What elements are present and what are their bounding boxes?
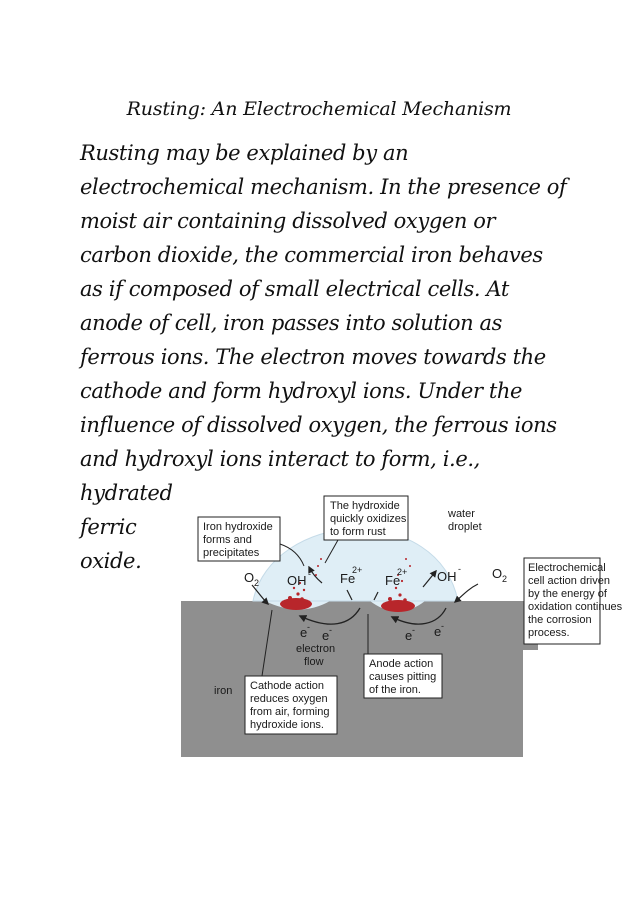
oh-right-superscript: - — [458, 564, 461, 574]
electrochemical-box-line: process. — [528, 627, 570, 639]
o2-right-label: O — [492, 566, 503, 581]
fe-right-superscript: 2+ — [397, 567, 408, 577]
page-title: Rusting: An Electrochemical Mechanism — [126, 98, 512, 120]
iron-hydroxide-box-line: forms and — [203, 534, 252, 546]
iron-hydroxide-box-line: Iron hydroxide — [203, 521, 273, 533]
water-droplet-label: water — [448, 508, 475, 520]
electron-superscript: - — [307, 622, 310, 632]
arrow-o2-right — [455, 584, 478, 602]
paragraph-line: ferric — [80, 515, 137, 539]
electrochemical-box-line: the corrosion — [528, 614, 592, 626]
electron-superscript: - — [441, 621, 444, 631]
oh-left-label: OH — [287, 573, 307, 588]
fe-left-superscript: 2+ — [352, 565, 363, 575]
cathode-box-line: from air, forming — [250, 706, 330, 718]
cathode-box-line: reduces oxygen — [250, 693, 328, 705]
paragraph-line: Rusting may be explained by an — [80, 141, 409, 165]
paragraph-line: carbon dioxide, the commercial iron behaves — [80, 243, 543, 267]
fe-right-label: Fe — [385, 573, 401, 588]
electrochemical-box-line: oxidation continues — [528, 601, 623, 613]
iron-block — [181, 601, 538, 757]
o2-left-subscript: 2 — [254, 578, 260, 588]
o2-left-label: O — [244, 570, 255, 585]
hydroxide-box-line: to form rust — [330, 526, 386, 538]
paragraph-line: hydrated — [80, 481, 173, 505]
paragraph-line: as if composed of small electrical cells. At — [80, 277, 509, 301]
cathode-box-line: Cathode action — [250, 680, 324, 692]
paragraph-line: moist air containing dissolved oxygen or — [80, 209, 496, 233]
oh-left-superscript: - — [308, 569, 311, 579]
electrochemical-box-line: by the energy of — [528, 588, 607, 600]
electrochemical-box-line: Electrochemical — [528, 562, 606, 574]
iron-label: iron — [214, 685, 233, 697]
paragraph-line: oxide. — [80, 549, 142, 573]
anode-box-line: of the iron. — [369, 684, 421, 696]
electron-flow-label: flow — [304, 656, 324, 668]
cathode-box-line: hydroxide ions. — [250, 719, 324, 731]
anode-box-line: Anode action — [369, 658, 434, 670]
electron-flow-label: electron — [296, 643, 336, 655]
paragraph-line: electrochemical mechanism. In the presence of — [80, 175, 567, 199]
water-droplet-label: droplet — [448, 521, 482, 533]
paragraph-line: and hydroxyl ions interact to form, i.e., — [80, 447, 480, 471]
electrochemical-box-line: cell action driven — [528, 575, 610, 587]
electron-label: e — [434, 624, 442, 639]
iron-hydroxide-box-line: precipitates — [203, 547, 260, 559]
electron-label: e — [322, 628, 330, 643]
paragraph-line: cathode and form hydroxyl ions. Under the — [80, 379, 523, 403]
anode-box-line: causes pitting — [369, 671, 437, 683]
paragraph-line: influence of dissolved oxygen, the ferrous ions — [80, 413, 557, 437]
paragraph-line: anode of cell, iron passes into solution as — [80, 311, 503, 335]
o2-right-subscript: 2 — [502, 574, 508, 584]
electron-label: e — [300, 625, 308, 640]
electron-superscript: - — [412, 625, 415, 635]
oh-right-label: OH — [437, 569, 457, 584]
hydroxide-box-line: The hydroxide — [330, 500, 400, 512]
paragraph-line: ferrous ions. The electron moves towards the — [80, 345, 546, 369]
hydroxide-box-line: quickly oxidizes — [330, 513, 407, 525]
electron-label: e — [405, 628, 413, 643]
electron-superscript: - — [329, 625, 332, 635]
fe-left-label: Fe — [340, 571, 356, 586]
